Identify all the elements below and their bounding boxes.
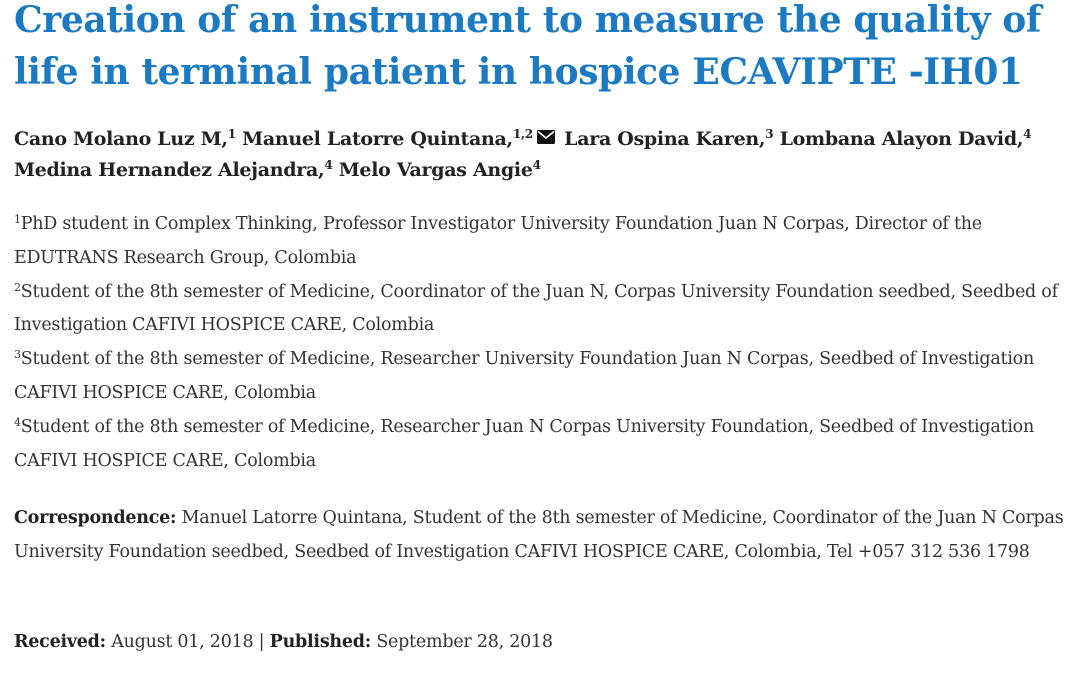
author-affiliation-marker: 4 xyxy=(532,158,541,172)
author-affiliation-marker: 3 xyxy=(765,127,774,141)
affiliation-item xyxy=(14,411,1076,479)
author-name[interactable]: Melo Vargas Angie xyxy=(338,159,533,181)
affiliation-item xyxy=(14,276,1076,344)
affiliation-number: 4 xyxy=(14,415,21,429)
affiliation-text: Student of the 8th semester of Medicine, Researcher University Foundation Juan N Corpas, Seedbed of Investigation CAFIVI HOSPICE CARE, Colombia xyxy=(14,349,1034,403)
affiliation-text: Student of the 8th semester of Medicine, Coordinator of the Juan N, Corpas University Foundation seedbed, Seedbed of Investigation CAFIVI HOSPICE CARE, Colombia xyxy=(14,281,1058,336)
published-date: September 28, 2018 xyxy=(376,632,553,652)
article-title: Creation of an instrument to measure the quality of life in terminal patient in hospice ECAVIPTE -IH01 xyxy=(14,0,1041,93)
author-affiliation-marker: 4 xyxy=(1023,127,1032,141)
affiliation-number: 3 xyxy=(14,348,21,362)
author-name[interactable]: Cano Molano Luz M, xyxy=(14,128,228,150)
author-name[interactable]: Lombana Alayon David, xyxy=(779,128,1024,150)
author-affiliation-marker: 4 xyxy=(324,158,333,172)
received-label: Received: xyxy=(14,632,106,652)
correspondence-text: Manuel Latorre Quintana, Student of the 8th semester of Medicine, Coordinator of the Juan N Corpas University Foundation seedbed, Seedbed of Investigation CAFIVI HOSPICE CARE, Colombia, Tel +057 312 536 1798 xyxy=(14,508,1064,562)
correspondence-label: Correspondence: xyxy=(14,508,177,528)
author-affiliation-marker: 1,2 xyxy=(512,127,533,141)
date-separator: | xyxy=(258,632,265,652)
author-affiliation-marker: 1 xyxy=(227,127,236,141)
affiliation-text: Student of the 8th semester of Medicine, Researcher Juan N Corpas University Foundation, Seedbed of Investigation CAFIVI HOSPICE CARE, Colombia xyxy=(14,416,1034,471)
affiliation-text: PhD student in Complex Thinking, Professor Investigator University Foundation Juan N Corpas, Director of the EDUTRANS Research Group, Colombia xyxy=(14,214,982,268)
correspondence xyxy=(14,502,1076,569)
publication-dates xyxy=(14,626,1076,659)
author-list xyxy=(14,123,1076,186)
author-name[interactable]: Manuel Latorre Quintana, xyxy=(242,128,513,150)
author-name[interactable]: Lara Ospina Karen, xyxy=(564,128,766,150)
envelope-icon[interactable] xyxy=(537,123,555,137)
affiliation-list xyxy=(14,208,1076,478)
affiliation-number: 1 xyxy=(14,213,21,226)
affiliation-item xyxy=(14,208,1076,276)
received-date: August 01, 2018 xyxy=(111,632,254,652)
published-label: Published: xyxy=(269,632,371,652)
affiliation-number: 2 xyxy=(14,280,21,294)
author-name[interactable]: Medina Hernandez Alejandra, xyxy=(14,159,325,181)
affiliation-item xyxy=(14,343,1076,411)
